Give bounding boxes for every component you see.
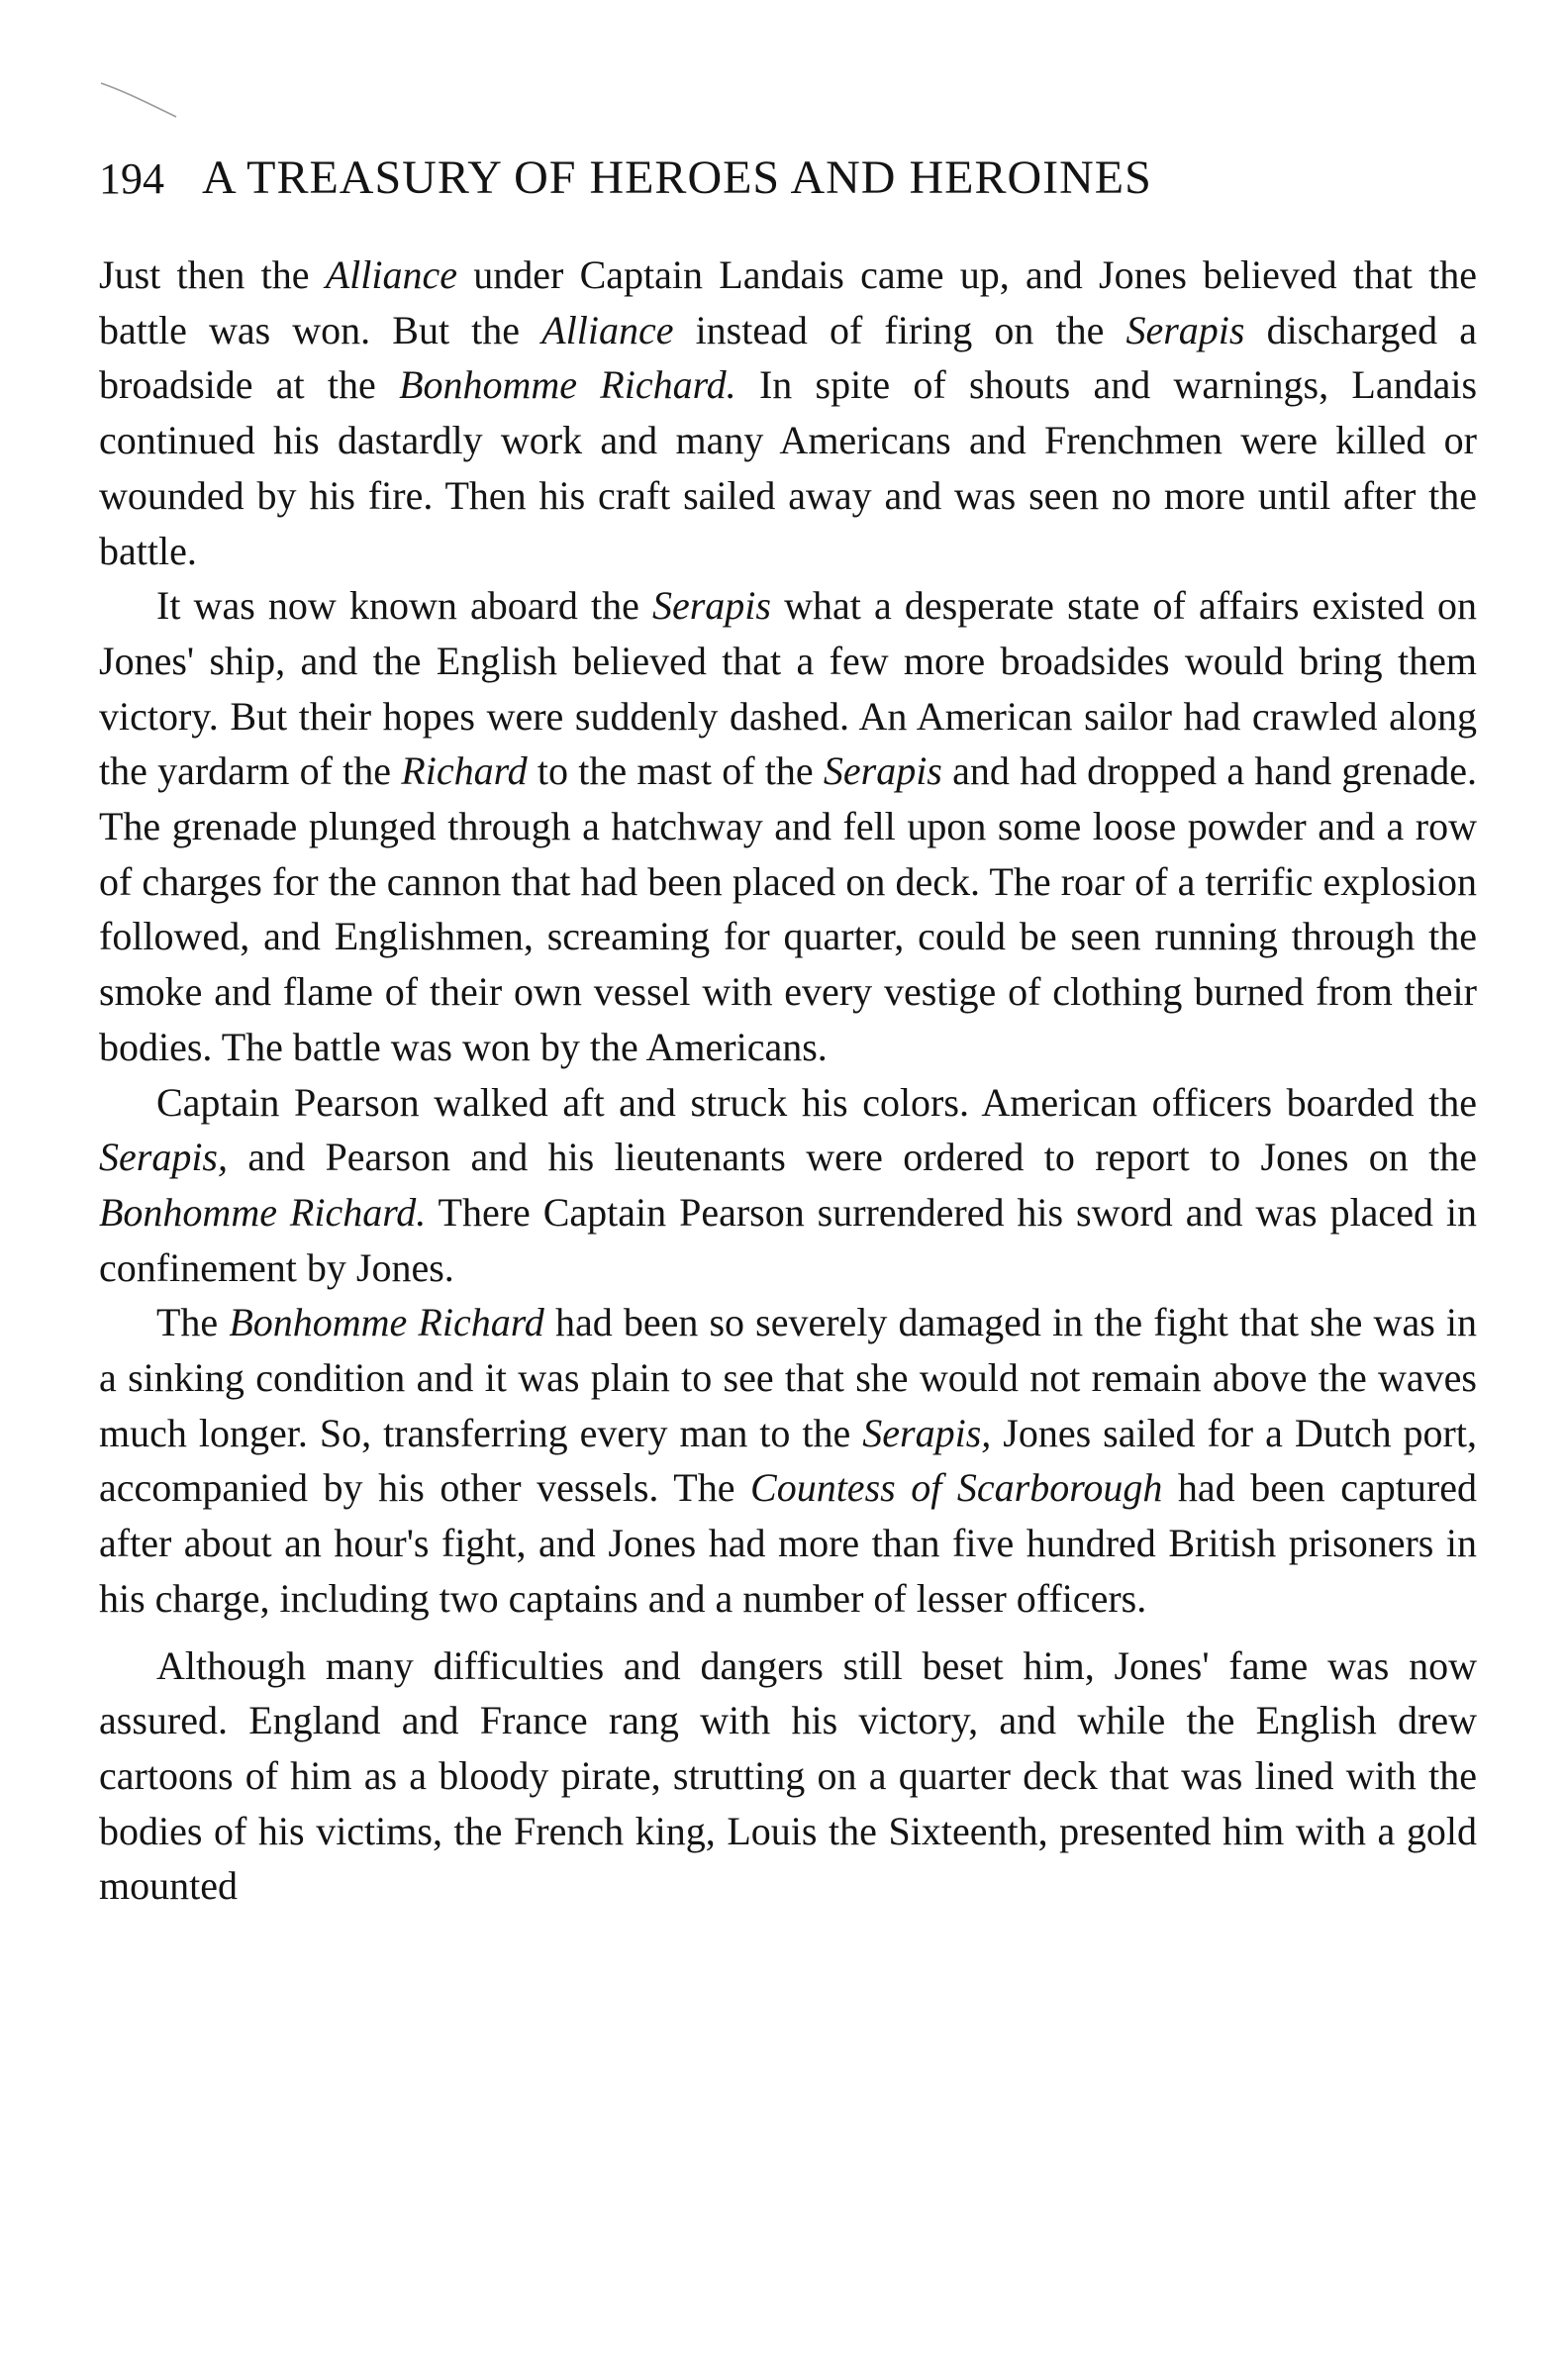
text-segment: In spite of shouts and warnings, Landais continued his dastardly work and many Americans and Frenchmen were killed or wounded by his fire. Then his craft sailed away and was seen no more until after the battle. (99, 362, 1478, 573)
text-segment: Just then the (99, 252, 326, 297)
text-segment: and Pearson and his lieutenants were ordered to report to Jones on the (228, 1135, 1477, 1180)
text-segment: instead of firing on the (673, 307, 1126, 352)
running-head: A TREASURY OF HEROES AND HEROINES (202, 151, 1152, 204)
text-segment: It was now known aboard the (156, 583, 652, 629)
text-segment: Jones sailed for a Dutch port, accompanied by his other vessels. The (99, 1410, 1477, 1511)
text-segment: Although many difficulties and dangers still beset him, Jones' fame was now assured. England and France rang with his victory, and while the English drew cartoons of him as a bloody pirate, strutting on a quarter deck that was lined with the bodies of his victims, the French king, Louis the Sixteenth, presented him with a gold mounted (99, 1642, 1477, 1909)
text-segment: discharged a broadside at the (99, 307, 1478, 408)
text-segment: what a desperate state of affairs existed on Jones' ship, and the English believed that a few more broadsides would bring them victory. But their hopes were suddenly dashed. An American sailor had crawled along the yardarm of the (99, 583, 1478, 794)
text-segment: Captain Pearson walked aft and struck his colors. American officers boarded the (156, 1079, 1477, 1125)
body-text (99, 248, 1477, 1914)
italic-ship-name: Bonhomme Richard. (99, 1189, 427, 1235)
italic-ship-name: Bonhomme Richard (229, 1300, 544, 1345)
italic-ship-name: Serapis (1125, 307, 1245, 352)
italic-ship-name: Countess of Scarborough (750, 1465, 1163, 1511)
italic-ship-name: Serapis (651, 583, 771, 629)
text-segment: The (156, 1300, 230, 1345)
text-segment: There Captain Pearson surrendered his sword and was placed in confinement by Jones. (99, 1189, 1477, 1290)
italic-ship-name: Richard (401, 748, 528, 794)
paragraph (99, 1295, 1477, 1626)
paragraph (99, 1638, 1477, 1915)
text-segment: to the mast of the (527, 748, 824, 794)
paragraph (99, 578, 1477, 1074)
page-number: 194 (99, 154, 164, 203)
italic-ship-name: Alliance (541, 307, 674, 352)
italic-ship-name: Bonhomme Richard. (399, 362, 736, 408)
text-segment: under Captain Landais came up, and Jones believed that the battle was won. But the (99, 252, 1477, 352)
paragraph (99, 1075, 1477, 1296)
text-segment: had been captured after about an hour's fight, and Jones had more than five hundred British prisoners in his charge, including two captains and a number of lesser officers. (99, 1465, 1477, 1621)
italic-ship-name: Serapis, (99, 1135, 228, 1180)
stray-pen-mark (99, 79, 178, 119)
italic-ship-name: Serapis (823, 748, 942, 794)
text-segment: and had dropped a hand grenade. The grenade plunged through a hatchway and fell upon some loose powder and a row of charges for the cannon that had been placed on deck. The roar of a terrific explosion followed, and Englishmen, screaming for quarter, could be seen running through the smoke and flame of their own vessel with every vestige of clothing burned from their bodies. The battle was won by the Americans. (99, 748, 1478, 1069)
italic-ship-name: Serapis, (862, 1410, 992, 1455)
paragraph (99, 248, 1477, 578)
text-segment: had been so severely damaged in the fight that she was in a sinking condition and it was plain to see that she would not remain above the waves much longer. So, transferring every man to the (99, 1300, 1478, 1455)
italic-ship-name: Alliance (325, 252, 458, 297)
page-header (99, 150, 1475, 220)
